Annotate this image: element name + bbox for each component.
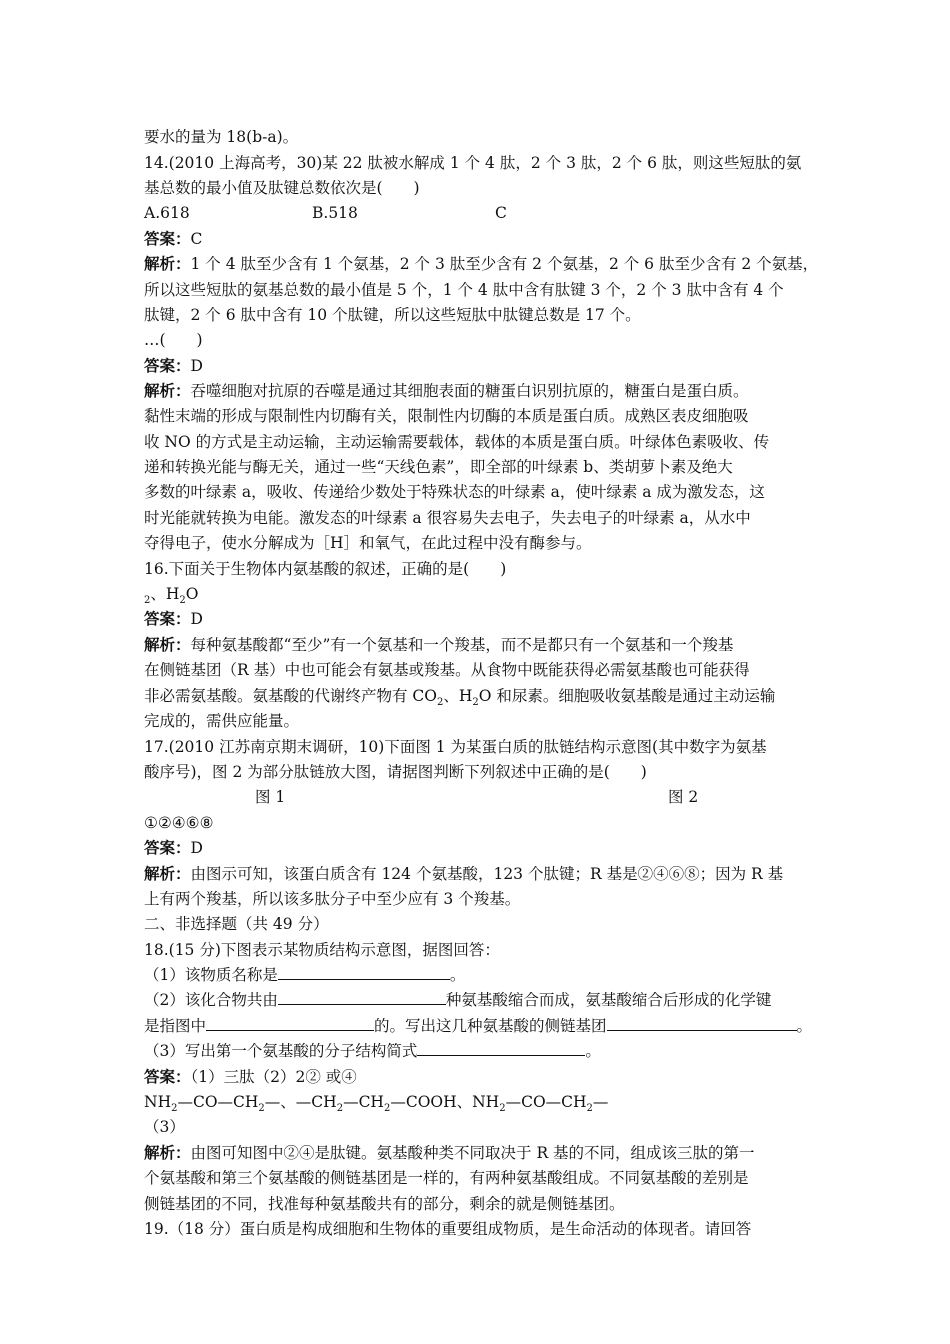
text-line: 递和转换光能与酶无关，通过一些“天线色素”，即全部的叶绿素 b、类胡萝卜素及绝大 — [144, 458, 733, 476]
option-b: B.518 — [312, 204, 358, 222]
answer-blank — [206, 1016, 374, 1031]
text-line: 肽键，2 个 6 肽中含有 10 个肽键，所以这些短肽中肽键总数是 17 个。 — [144, 306, 641, 324]
option-a: A.618 — [144, 204, 190, 222]
text-line: （3） — [144, 1118, 185, 1136]
text-line: 完成的，需供应能量。 — [144, 712, 300, 730]
text-line: 收 NO 的方式是主动运输，主动运输需要载体，载体的本质是蛋白质。叶绿体色素吸收、传 — [144, 433, 770, 451]
answer-line: 答案：D — [144, 356, 203, 375]
answer-line: 答案：（1）三肽（2）2② 或④ — [144, 1067, 357, 1086]
analysis-line: 解析：1 个 4 肽至少含有 1 个氨基，2 个 3 肽至少含有 2 个氨基，2 个 6 肽至少含有 2 个氨基， — [144, 254, 819, 273]
answer-blank — [278, 965, 450, 980]
question-18: 18.(15 分)下图表示某物质结构示意图，据图回答： — [144, 941, 500, 959]
analysis-line: 解析：由图示可知，该蛋白质含有 124 个氨基酸，123 个肽键；R 基是②④⑥⑧；因为 R 基 — [144, 864, 784, 883]
answer-line: 答案：D — [144, 609, 203, 628]
question-17: 17.(2010 江苏南京期末调研，10)下面图 1 为某蛋白质的肽链结构示意图(其中数字为氨基 — [144, 738, 767, 756]
option-c: C — [495, 204, 507, 222]
text-line: （3）写出第一个氨基酸的分子结构简式 。 — [144, 1042, 601, 1060]
figure-1-caption: 图 1 — [255, 788, 286, 806]
figure-2-caption: 图 2 — [668, 788, 699, 806]
text-line: ①②④⑥⑧ — [144, 814, 214, 832]
text-line: 多数的叶绿素 a，吸收、传递给少数处于特殊状态的叶绿素 a，使叶绿素 a 成为激发态，这 — [144, 483, 765, 501]
question-16: 16.下面关于生物体内氨基酸的叙述，正确的是( ) — [144, 560, 507, 578]
answer-blank — [417, 1041, 585, 1056]
answer-line: 答案：C — [144, 229, 203, 248]
question-19: 19.（18 分）蛋白质是构成细胞和生物体的重要组成物质，是生命活动的体现者。请回答 — [144, 1220, 752, 1238]
text-line: 是指图中 的。写出这几种氨基酸的侧链基团 。 — [144, 1017, 813, 1035]
answer-blank — [278, 990, 446, 1005]
text-line: （1）该物质名称是 。 — [144, 966, 466, 984]
text-line: 时光能就转换为电能。激发态的叶绿素 a 很容易失去电子，失去电子的叶绿素 a，从水中 — [144, 509, 751, 527]
text-line: $_2$、$H_2O$ — [144, 585, 199, 607]
analysis-line: 解析：吞噬细胞对抗原的吞噬是通过其细胞表面的糖蛋白识别抗原的，糖蛋白是蛋白质。 — [144, 381, 749, 400]
text-line: （2）该化合物共由 种氨基酸缩合而成，氨基酸缩合后形成的化学键 — [144, 991, 772, 1009]
answer-blank — [607, 1016, 797, 1031]
text-line: 酸序号)，图 2 为部分肽链放大图，请据图判断下列叙述中正确的是( ) — [144, 763, 647, 781]
analysis-line: 解析：每种氨基酸都“至少”有一个氨基和一个羧基，而不是都只有一个氨基和一个羧基 — [144, 635, 734, 654]
text-line: 要水的量为 18(b-a)。 — [144, 128, 299, 146]
text-line: 上有两个羧基，所以该多肽分子中至少应有 3 个羧基。 — [144, 890, 521, 908]
question-14: 14.(2010 上海高考，30)某 22 肽被水解成 1 个 4 肽，2 个 3 肽，2 个 6 肽，则这些短肽的氨 — [144, 154, 802, 172]
text-line: 所以这些短肽的氨基总数的最小值是 5 个，1 个 4 肽中含有肽键 3 个，2 个 3 肽中含有 4 个 — [144, 281, 784, 299]
text-line: 夺得电子，使水分解成为［H］和氧气，在此过程中没有酶参与。 — [144, 534, 592, 552]
text-line: 在侧链基团（R 基）中也可能会有氨基或羧基。从食物中既能获得必需氨基酸也可能获得 — [144, 661, 750, 679]
text-line: 个氨基酸和第三个氨基酸的侧链基团是一样的，有两种氨基酸组成。不同氨基酸的差别是 — [144, 1169, 749, 1187]
text-line: 非必需氨基酸。氨基酸的代谢终产物有 $CO_2$、$H_2O$ 和尿素。细胞吸收氨基酸是通过主动运输 — [144, 687, 776, 709]
answer-line: 答案：D — [144, 838, 203, 857]
text-line: …( ) — [144, 331, 203, 349]
section-heading: 二、非选择题（共 49 分） — [144, 915, 329, 933]
formula-line: $NH_2—CO—CH_2—$、$—CH_2—CH_2—COOH$、$NH_2—CO—CH_2—$ — [144, 1093, 609, 1115]
text-line: 基总数的最小值及肽键总数依次是( ) — [144, 179, 420, 197]
text-line: 侧链基团的不同，找准每种氨基酸共有的部分，剩余的就是侧链基团。 — [144, 1195, 625, 1213]
text-line: 黏性末端的形成与限制性内切酶有关，限制性内切酶的本质是蛋白质。成熟区表皮细胞吸 — [144, 407, 749, 425]
analysis-line: 解析：由图可知图中②④是肽键。氨基酸种类不同取决于 R 基的不同，组成该三肽的第一 — [144, 1143, 755, 1162]
